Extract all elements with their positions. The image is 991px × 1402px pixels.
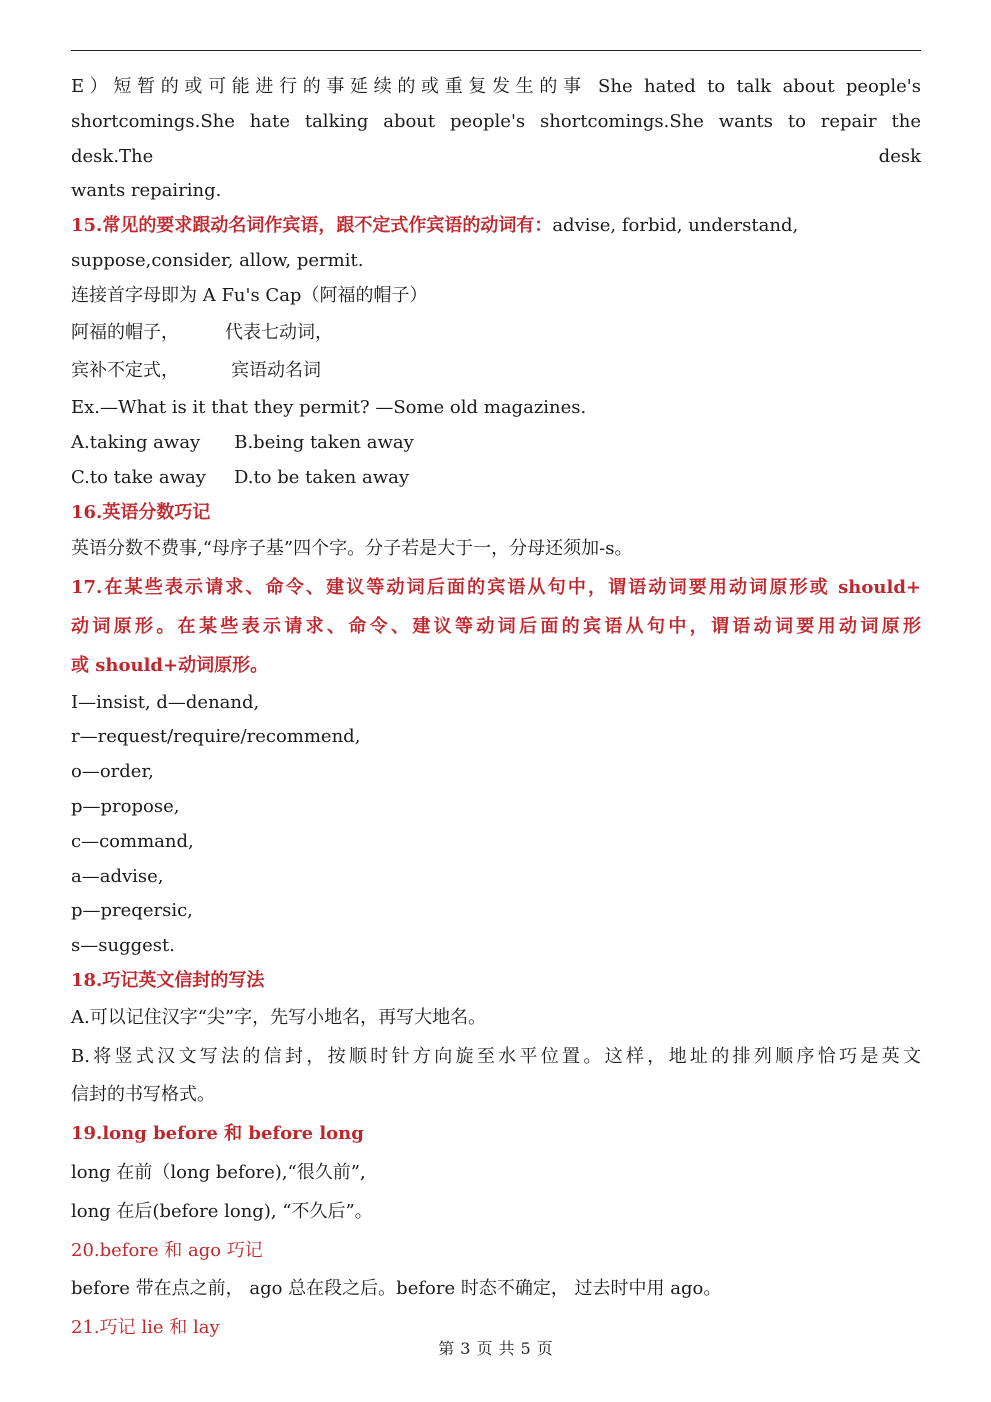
text-line: long 在前（long before),“很久前”, <box>71 1161 366 1183</box>
mnemonic-part: 宾补不定式， <box>71 360 179 382</box>
option-c: C.to take away <box>71 466 206 488</box>
section-heading-17-cont: 或 should+动词原形。 <box>71 654 269 676</box>
footer-text: 页 <box>476 1339 493 1358</box>
option-d: D.to be taken away <box>233 466 410 488</box>
list-item: p—propose, <box>71 795 180 817</box>
section-heading-19: 19.long before 和 before long <box>71 1123 364 1145</box>
list-item: c—command, <box>71 830 194 852</box>
list-item: r—request/require/recommend, <box>71 726 361 748</box>
text-line: shortcomings.She hate talking about people's shortcomings.She wants to repair the desk.The desk <box>71 110 921 167</box>
mnemonic-part: 宾语动名词 <box>231 360 321 382</box>
section-heading-17-cont: 动词原形。在某些表示请求、命令、建议等动词后面的宾语从句中，谓语动词要用动词原形 <box>71 615 921 637</box>
section-heading-17: 17.在某些表示请求、命令、建议等动词后面的宾语从句中，谓语动词要用动词原形或 should+ <box>71 577 921 599</box>
list-item: s—suggest. <box>71 935 175 957</box>
page-total: 5 <box>520 1339 531 1358</box>
text-line: E）短暂的或可能进行的事延续的或重复发生的事 She hated to talk about people's <box>71 76 921 97</box>
section-heading-21: 21.巧记 lie 和 lay <box>71 1317 220 1339</box>
text-line: 信封的书写格式。 <box>71 1084 215 1106</box>
document-body <box>71 70 921 1348</box>
text-line: long 在后(before long), “不久后”。 <box>71 1200 373 1222</box>
page-number: 3 <box>460 1339 471 1358</box>
section-heading-16: 16.英语分数巧记 <box>71 501 211 523</box>
page-footer <box>0 1336 991 1359</box>
mnemonic-line <box>71 314 921 353</box>
footer-text: 第 <box>438 1339 455 1358</box>
heading-text: 15.常见的要求跟动名词作宾语，跟不定式作宾语的动词有： <box>71 215 553 237</box>
example-question: Ex.—What is it that they permit? —Some old magazines. <box>71 397 587 419</box>
list-item: I—insist, d—denand, <box>71 691 260 713</box>
answer-options <box>71 461 921 496</box>
option-b: B.being taken away <box>234 431 414 453</box>
option-a: A.taking away <box>71 431 201 453</box>
mnemonic-part: 代表七动词， <box>225 321 333 343</box>
answer-options <box>71 426 921 461</box>
text-line: A.可以记住汉字“尖”字，先写小地名，再写大地名。 <box>71 1006 487 1028</box>
list-item: p—preqersic, <box>71 900 193 922</box>
text-line: 连接首字母即为 A Fu's Cap（阿福的帽子） <box>71 284 428 306</box>
heading-verbs: advise, forbid, understand, <box>552 215 799 237</box>
section-heading-15 <box>71 209 921 244</box>
list-item: o—order, <box>71 761 154 783</box>
mnemonic-line <box>71 352 921 391</box>
section-heading-18: 18.巧记英文信封的写法 <box>71 969 265 991</box>
footer-text: 共 <box>498 1339 515 1358</box>
text-line: 英语分数不费事,“母序子基”四个字。分子若是大于一，分母还须加-s。 <box>71 538 633 560</box>
mnemonic-part: 阿福的帽子， <box>71 321 179 343</box>
footer-text: 页 <box>536 1339 553 1358</box>
list-item: a—advise, <box>71 865 164 887</box>
text-line: wants repairing. <box>71 180 222 202</box>
header-rule <box>71 50 921 51</box>
section-heading-20: 20.before 和 ago 巧记 <box>71 1239 263 1261</box>
text-line: B.将竖式汉文写法的信封，按顺时针方向旋至水平位置。这样，地址的排列顺序恰巧是英文 <box>71 1045 921 1067</box>
text-line: suppose,consider, allow, permit. <box>71 249 364 271</box>
text-line: before 带在点之前， ago 总在段之后。before 时态不确定， 过去时中用 ago。 <box>71 1278 722 1300</box>
